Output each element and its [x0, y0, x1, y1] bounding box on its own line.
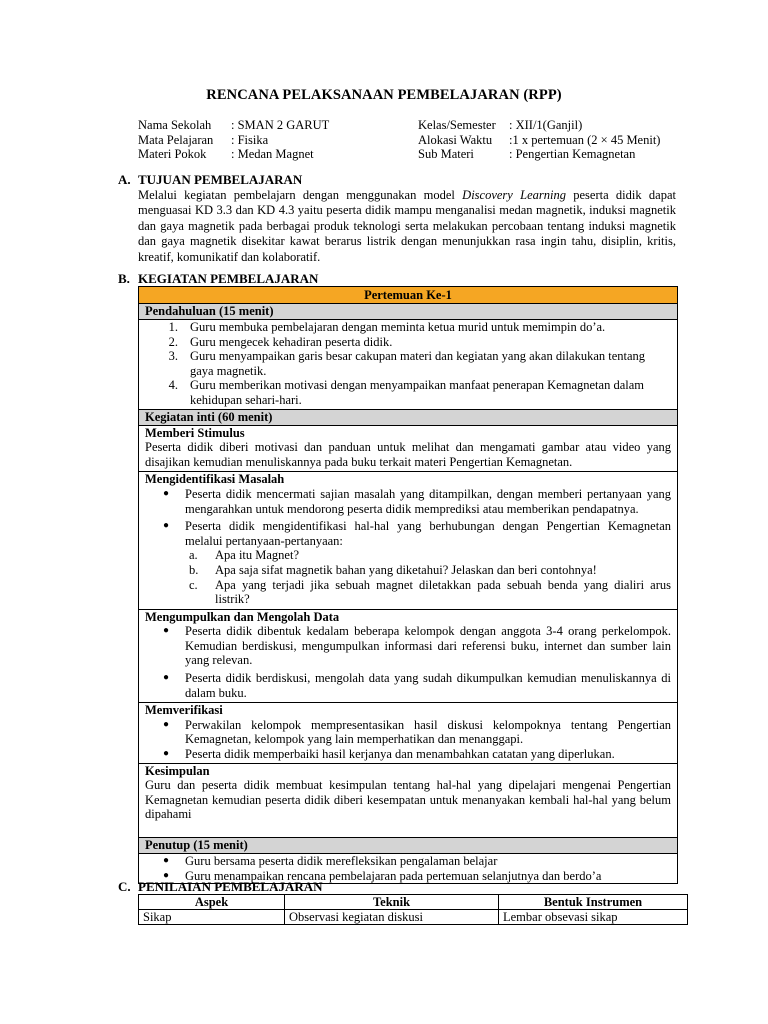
info-value: : SMAN 2 GARUT	[231, 118, 330, 132]
stimulus-heading: Memberi Stimulus	[145, 425, 245, 440]
question-letter: a.	[189, 548, 198, 563]
section-title: TUJUAN PEMBELAJARAN	[138, 172, 303, 187]
table-cell: Lembar obsevasi sikap	[499, 910, 688, 925]
model-name: Discovery Learning	[462, 188, 566, 202]
mengumpulkan-bullets	[145, 624, 671, 700]
bullet-icon: ●	[163, 672, 170, 684]
memverifikasi-cell	[139, 702, 677, 762]
info-row	[418, 133, 660, 148]
stimulus-text: Peserta didik diberi motivasi dan panduan untuk melihat dan mengamati gambar atau video yang disajikan kemudian menuliskannya pada buku terkait materi Pengertian Kemagnetan.	[145, 440, 671, 469]
section-title: KEGIATAN PEMBELAJARAN	[138, 271, 319, 286]
table-row	[139, 910, 688, 925]
bullet-icon: ●	[163, 718, 170, 730]
info-row	[138, 118, 329, 133]
bullet-icon: ●	[163, 520, 170, 532]
bullet-item	[145, 487, 671, 516]
info-value: : Fisika	[231, 132, 269, 147]
question-text: Apa itu Magnet?	[215, 548, 300, 563]
info-label: Mata Pelajaran	[138, 132, 214, 147]
info-value: : Pengertian Kemagnetan	[509, 147, 636, 161]
info-right	[418, 118, 660, 162]
bullet-item	[145, 519, 671, 607]
column-header: Aspek	[139, 895, 285, 910]
info-row	[138, 147, 329, 162]
pendahuluan-list	[145, 320, 671, 408]
penutup-header: Penutup (15 menit)	[139, 837, 677, 853]
bullet-item	[145, 718, 671, 747]
info-value: : XII/1(Ganjil)	[509, 118, 583, 132]
question-text: Apa saja sifat magnetik bahan yang diketahui? Jelaskan dan beri contohnya!	[215, 562, 597, 577]
item-number: 3.	[168, 349, 178, 364]
list-item	[145, 378, 671, 407]
bullet-item	[145, 671, 671, 700]
document-title: RENCANA PELAKSANAAN PEMBELAJARAN (RPP)	[206, 87, 562, 103]
bullet-icon: ●	[163, 487, 170, 499]
bullet-text: Peserta didik dibentuk kedalam beberapa kelompok dengan anggota 3-4 orang perkelompok. Kemudian berdiskusi, mengumpulkan informasi dari referensi buku, internet dan sumber lain yang relevan.	[185, 624, 671, 668]
question-item	[185, 548, 671, 563]
kesimpulan-text: Guru dan peserta didik membuat kesimpulan tentang hal-hal yang dipelajari mengenai Pengertian Kemagnetan kemudian peserta didik diberi kesempatan untuk menanyakan kembali hal-hal yang belum dipahami	[145, 778, 671, 822]
question-letter: b.	[189, 562, 199, 577]
bullet-icon: ●	[163, 625, 170, 637]
bullet-icon: ●	[163, 855, 170, 866]
column-header: Teknik	[285, 895, 499, 910]
activities-table	[138, 286, 678, 884]
list-item	[145, 349, 671, 378]
table-header-row	[139, 895, 688, 910]
bullet-text: Peserta didik berdiskusi, mengolah data yang sudah dikumpulkan kemudian menuliskannya di dalam buku.	[185, 671, 671, 700]
bullet-text	[185, 519, 671, 607]
kesimpulan-cell	[139, 763, 677, 837]
inti-header: Kegiatan inti (60 menit)	[139, 409, 677, 425]
question-item	[185, 563, 671, 578]
stimulus-cell	[139, 425, 677, 472]
section-b-heading	[118, 271, 318, 287]
section-letter: B.	[118, 271, 130, 286]
item-text: Guru memberikan motivasi dengan menyampaikan manfaat penerapan Kemagnetan dalam kehidupan sehari-hari.	[190, 378, 644, 407]
info-label: Materi Pokok	[138, 147, 207, 161]
identifikasi-cell	[139, 471, 677, 608]
item-number: 2.	[168, 334, 178, 349]
section-c-heading	[118, 879, 323, 895]
bullet-text: Guru menampaikan rencana pembelajaran pada pertemuan selanjutnya dan berdo’a	[185, 868, 602, 883]
info-row	[418, 147, 660, 162]
memverifikasi-heading: Memverifikasi	[145, 703, 223, 718]
bullet-icon: ●	[163, 869, 170, 881]
learning-objective-text	[138, 188, 676, 265]
question-item	[185, 578, 671, 607]
meeting-header: Pertemuan Ke-1	[139, 287, 677, 303]
kesimpulan-heading: Kesimpulan	[145, 763, 210, 778]
info-row	[418, 118, 660, 133]
info-label: Nama Sekolah	[138, 118, 212, 132]
bullet-text: Guru bersama peserta didik merefleksikan pengalaman belajar	[185, 854, 498, 868]
list-item	[145, 320, 671, 335]
bullet-text: Perwakilan kelompok mempresentasikan hasil diskusi kelompoknya tentang Pengertian Kemagnetan, kelompok yang lain memperhatikan dan menanggapi.	[185, 717, 671, 747]
bullet-item	[145, 624, 671, 668]
table-cell: Sikap	[139, 910, 285, 925]
question-letter: c.	[189, 577, 198, 592]
memverifikasi-bullets	[145, 718, 671, 762]
bullet-text: Peserta didik memperbaiki hasil kerjanya dan menambahkan catatan yang diperlukan.	[185, 747, 615, 762]
info-label: Alokasi Waktu	[418, 132, 493, 147]
assessment-table	[138, 894, 688, 925]
section-letter: C.	[118, 879, 131, 894]
identifikasi-heading: Mengidentifikasi Masalah	[145, 472, 285, 487]
mengumpulkan-heading: Mengumpulkan dan Mengolah Data	[145, 609, 340, 624]
list-item	[145, 335, 671, 350]
item-text: Guru menyampaikan garis besar cakupan materi dan kegiatan yang akan dilakukan tentang gaya magnetik.	[190, 349, 646, 378]
info-value: :1 x pertemuan (2 × 45 Menit)	[509, 132, 661, 147]
info-label: Sub Materi	[418, 147, 474, 161]
item-number: 4.	[168, 378, 178, 393]
item-text: Guru mengecek kehadiran peserta didik.	[190, 334, 393, 349]
item-number: 1.	[168, 320, 178, 334]
pendahuluan-header: Pendahuluan (15 menit)	[139, 303, 677, 319]
identifikasi-bullets	[145, 487, 671, 607]
question-list	[185, 548, 671, 606]
table-cell: Observasi kegiatan diskusi	[285, 910, 499, 925]
bullet-text-main: Peserta didik mengidentifikasi hal-hal yang berhubungan dengan Pengertian Kemagnetan melalui pertanyaan-pertanyaan:	[185, 519, 671, 548]
bullet-item	[145, 854, 671, 869]
pendahuluan-cell	[139, 319, 677, 409]
objective-text-start: Melalui kegiatan pembelajarn dengan menggunakan model	[138, 188, 463, 202]
section-letter: A.	[118, 172, 131, 187]
section-title: PENILAIAN PEMBELAJARAN	[138, 879, 323, 894]
mengumpulkan-cell	[139, 609, 677, 703]
item-text: Guru membuka pembelajaran dengan meminta ketua murid untuk memimpin do’a.	[190, 320, 606, 334]
info-label: Kelas/Semester	[418, 118, 496, 132]
column-header: Bentuk Instrumen	[499, 895, 688, 910]
question-text: Apa yang terjadi jika sebuah magnet diletakkan pada sebuah benda yang dialiri arus listrik?	[215, 577, 671, 607]
info-row	[138, 133, 329, 148]
objective-text-end: peserta didik dapat menguasai KD 3.3 dan KD 4.3 yaitu peserta didik mampu menganalisi medan magnetik, induksi magnetik dan gaya magnetik pada berbagai produk teknologi serta melakukan percobaan tentang induksi magnetik dan gaya magnetik disekitar kawat berarus listrik dengan menunjukkan rasa ingin tahu, disiplin, kritis, kreatif, komunikatif dan kolaboratif.	[138, 188, 676, 264]
section-a-heading	[118, 172, 302, 188]
bullet-item	[145, 747, 671, 762]
info-value: : Medan Magnet	[231, 147, 314, 161]
info-left	[138, 118, 329, 162]
bullet-text: Peserta didik mencermati sajian masalah yang ditampilkan, dengan memberi pertanyaan yang mengarahkan untuk mendorong peserta didik memprediksi atau memberikan pendapatnya.	[185, 486, 671, 516]
bullet-icon: ●	[163, 748, 170, 760]
